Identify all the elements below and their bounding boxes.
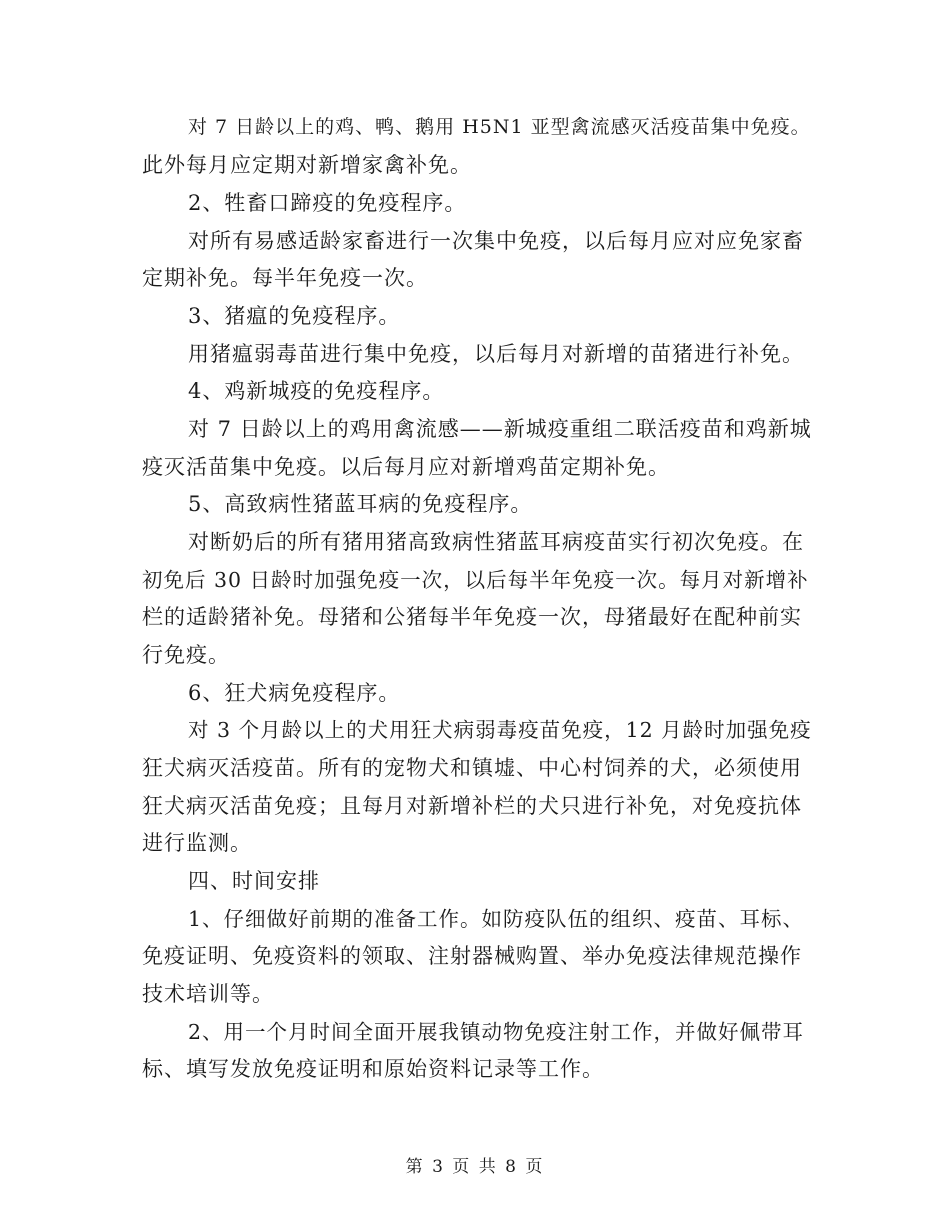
section-heading: 5、高致病性猪蓝耳病的免疫程序。 <box>188 492 533 516</box>
paragraph-line: 此外每月应定期对新增家禽补免。 <box>142 153 472 177</box>
paragraph-line: 对 7 日龄以上的鸡、鸭、鹅用 H5N1 亚型禽流感灭活疫苗集中免疫。 <box>188 116 811 138</box>
section-heading: 2、牲畜口蹄疫的免疫程序。 <box>188 191 467 215</box>
paragraph-line: 栏的适龄猪补免。母猪和公猪每半年免疫一次，母猪最好在配种前实 <box>142 605 802 629</box>
page-number: 第 3 页 共 8 页 <box>405 1157 545 1177</box>
section-heading: 6、狂犬病免疫程序。 <box>188 681 401 705</box>
section-heading: 3、猪瘟的免疫程序。 <box>188 304 401 328</box>
paragraph-line: 标、填写发放免疫证明和原始资料记录等工作。 <box>142 1057 604 1081</box>
paragraph-line: 免疫证明、免疫资料的领取、注射器械购置、举办免疫法律规范操作 <box>142 944 802 968</box>
paragraph-line: 疫灭活苗集中免疫。以后每月应对新增鸡苗定期补免。 <box>142 455 670 479</box>
section-heading: 四、时间安排 <box>188 869 320 893</box>
paragraph-line: 对 7 日龄以上的鸡用禽流感——新城疫重组二联活疫苗和鸡新城 <box>188 417 812 441</box>
paragraph-line: 2、用一个月时间全面开展我镇动物免疫注射工作，并做好佩带耳 <box>188 1020 805 1044</box>
section-heading: 4、鸡新城疫的免疫程序。 <box>188 379 445 403</box>
paragraph-line: 进行监测。 <box>142 831 252 855</box>
paragraph-line: 定期补免。每半年免疫一次。 <box>142 266 428 290</box>
paragraph-line: 用猪瘟弱毒苗进行集中免疫，以后每月对新增的苗猪进行补免。 <box>188 342 804 366</box>
paragraph-line: 狂犬病灭活疫苗。所有的宠物犬和镇墟、中心村饲养的犬，必须使用 <box>142 756 802 780</box>
paragraph-line: 对断奶后的所有猪用猪高致病性猪蓝耳病疫苗实行初次免疫。在 <box>188 530 804 554</box>
paragraph-line: 对所有易感适龄家畜进行一次集中免疫，以后每月应对应免家畜 <box>188 229 804 253</box>
paragraph-line: 技术培训等。 <box>142 982 274 1006</box>
paragraph-line: 初免后 30 日龄时加强免疫一次，以后每半年免疫一次。每月对新增补 <box>142 568 809 592</box>
paragraph-line: 行免疫。 <box>142 643 230 667</box>
paragraph-line: 狂犬病灭活苗免疫；且每月对新增补栏的犬只进行补免，对免疫抗体 <box>142 794 802 818</box>
paragraph-line: 对 3 个月龄以上的犬用狂犬病弱毒疫苗免疫，12 月龄时加强免疫 <box>188 718 812 742</box>
paragraph-line: 1、仔细做好前期的准备工作。如防疫队伍的组织、疫苗、耳标、 <box>188 907 805 931</box>
